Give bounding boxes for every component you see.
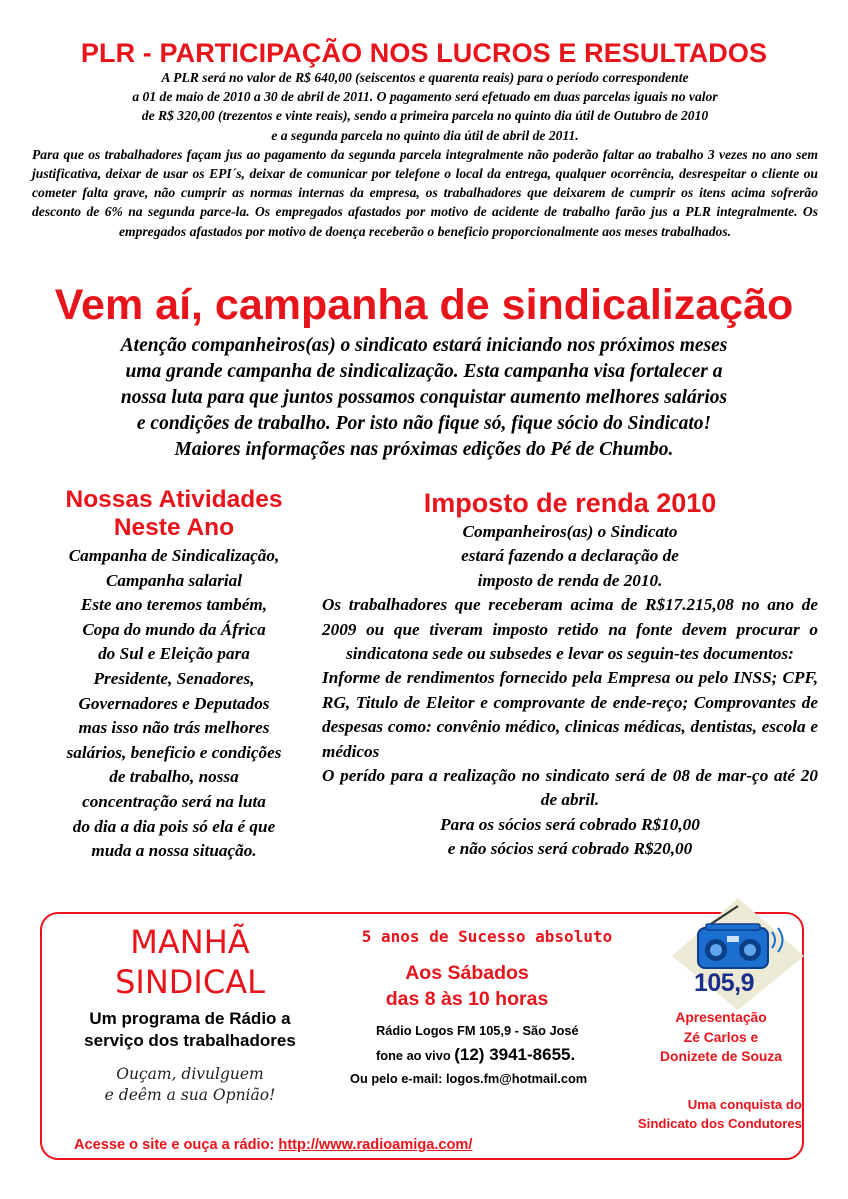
income-tax-intro-line: estará fazendo a declaração de	[461, 546, 679, 566]
listener-invite	[40, 1064, 340, 1106]
activities-line: concentração será na luta	[82, 791, 266, 811]
program-description-line: serviço dos trabalhadores	[84, 1031, 296, 1050]
income-tax-fee-line: Para os sócios será cobrado R$10,00	[440, 814, 700, 834]
union-credit-line: Uma conquista do	[687, 1097, 802, 1112]
activities-line: Presidente, Senadores,	[93, 668, 255, 688]
income-tax-paragraph: O perído para a realização no sindicato será de 08 de mar-ço até 20 de abril.	[322, 766, 818, 810]
activities-column	[24, 486, 324, 864]
presenters-line: Zé Carlos e	[683, 1029, 759, 1045]
activities-line: do dia a dia pois só ela é que	[72, 816, 276, 836]
income-tax-fee-line: e não sócios será cobrado R$20,00	[447, 839, 693, 859]
campaign-line: Atenção companheiros(as) o sindicato estará iniciando nos próximos meses	[120, 335, 728, 356]
phone-prefix: fone ao vivo	[376, 1048, 451, 1063]
activities-title	[24, 486, 324, 542]
presenters-line: Donizete de Souza	[660, 1049, 782, 1064]
frequency-label: 105,9	[693, 969, 755, 997]
site-line	[74, 1135, 634, 1155]
plr-line: de R$ 320,00 (trezentos e vinte reais), sendo a primeira parcela no quinto dia útil de Outubro de 2010	[141, 108, 709, 124]
union-credit	[596, 1096, 802, 1133]
campaign-line: uma grande campanha de sindicalização. Esta campanha visa fortalecer a	[125, 361, 723, 382]
activities-line: Este ano teremos também,	[80, 595, 268, 615]
program-name-line: MANHÃ	[130, 923, 250, 961]
income-tax-intro-line: Companheiros(as) o Sindicato	[462, 522, 678, 541]
income-tax-paragraph: Os trabalhadores que receberam acima de R$17.215,08 no ano de 2009 ou que tiveram imposto retido na fonte devem procurar o sindicatona sede ou subsedes e levar os seguin-tes documentos:	[322, 595, 818, 664]
listener-invite-line: e deêm a sua Opnião!	[104, 1086, 276, 1104]
income-tax-body	[322, 520, 818, 862]
plr-body	[32, 68, 818, 241]
presenters	[636, 1008, 806, 1067]
site-label: Acesse o site e ouça a rádio:	[74, 1137, 275, 1153]
activities-title-line: Nossas Atividades	[65, 486, 283, 513]
plr-line: A PLR será no valor de R$ 640,00 (seiscentos e quarenta reais) para o período correspondente	[161, 70, 689, 85]
schedule-line: das 8 às 10 horas	[385, 988, 549, 1010]
plr-line: e a segunda parcela no quinto dia útil de abril de 2011.	[271, 127, 579, 143]
activities-line: do Sul e Eleição para	[98, 644, 250, 664]
plr-paragraph: Para que os trabalhadores façam jus ao pagamento da segunda parcela integralmente não poderão faltar ao trabalho 3 vezes no ano sem justificativa, deixar de usar os EPI´s, deixar de comunicar por telefone o local da entrega, qualquer ocorrência, desrespeitar o cliente ou cometer falta grave, não cumprir as normas internas da empresa, os trabalhadores que deixarem de cumprir os itens acima sofrerão desconto de 6% na segunda parce-la. Os empregados afastados por motivo de acidente de trabalho farão jus a PLR integralmente. Os empregados afastados por motivo de doença receberão o beneficio proporcionalmente aos meses trabalhados.	[32, 146, 818, 239]
campaign-line: Maiores informações nas próximas edições do Pé de Chumbo.	[174, 439, 674, 460]
activities-line: salários, beneficio e condições	[66, 742, 282, 762]
program-description-line: Um programa de Rádio a	[89, 1009, 291, 1028]
activities-line: de trabalho, nossa	[109, 767, 239, 787]
activities-line: muda a nossa situação.	[91, 841, 257, 861]
income-tax-intro-line: imposto de renda de 2010.	[477, 570, 663, 590]
schedule-line: Aos Sábados	[405, 962, 529, 984]
campaign-line: nossa luta para que juntos possamos conquistar aumento melhores salários	[120, 387, 728, 408]
phone-line	[376, 1044, 676, 1067]
program-name-line: SINDICAL	[115, 963, 265, 1001]
presenters-line: Apresentação	[675, 1010, 767, 1025]
schedule	[312, 960, 622, 1012]
activities-body	[24, 544, 324, 864]
email-line[interactable]: Ou pelo e-mail: logos.fm@hotmail.com	[350, 1071, 588, 1086]
income-tax-paragraph: Informe de rendimentos fornecido pela Empresa ou pelo INSS; CPF, RG, Titulo de Eleitor e comprovante de ende-reço; Comprovantes de despesas como: convênio médico, clinicas médicas, dentistas, escola e médicos	[322, 668, 818, 761]
income-tax-title: Imposto de renda 2010	[423, 488, 717, 518]
income-tax-column	[322, 486, 818, 862]
campaign-title: Vem aí, campanha de sindicalização	[54, 281, 794, 329]
phone-number[interactable]: (12) 3941-8655.	[454, 1045, 576, 1064]
campaign-body	[40, 333, 808, 463]
plr-line: a 01 de maio de 2010 a 30 de abril de 2011. O pagamento será efetuado em duas parcelas iguais no valor	[132, 89, 718, 105]
union-credit-line: Sindicato dos Condutores	[637, 1115, 802, 1131]
listener-invite-line: Ouçam, divulguem	[116, 1065, 264, 1083]
campaign-line: e condições de trabalho. Por isto não fique só, fique sócio do Sindicato!	[136, 413, 712, 434]
success-tagline: 5 anos de Sucesso absoluto	[361, 927, 613, 946]
program-name	[40, 922, 340, 1002]
activities-line: Copa do mundo da África	[82, 619, 266, 639]
program-description	[40, 1008, 340, 1052]
site-link[interactable]: http://www.radioamiga.com/	[278, 1137, 473, 1153]
plr-title: PLR - PARTICIPAÇÃO NOS LUCROS E RESULTADOS	[80, 38, 768, 68]
activities-title-line: Neste Ano	[113, 514, 235, 541]
activities-line: Campanha salarial	[105, 570, 243, 590]
activities-line: Governadores e Deputados	[78, 693, 270, 713]
activities-line: mas isso não trás melhores	[78, 718, 270, 738]
activities-line: Campanha de Sindicalização,	[68, 546, 280, 565]
station-name: Rádio Logos FM 105,9 - São José	[376, 1023, 579, 1038]
